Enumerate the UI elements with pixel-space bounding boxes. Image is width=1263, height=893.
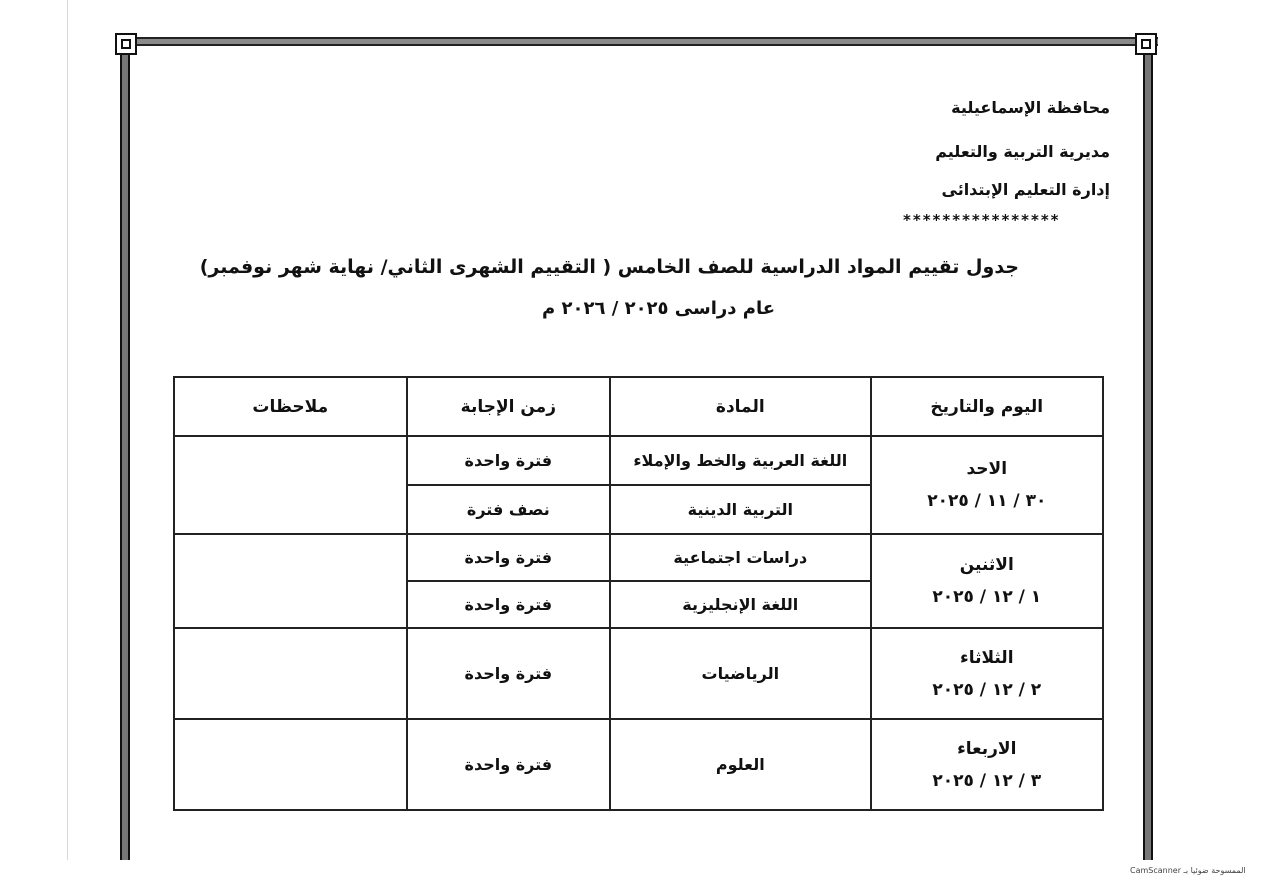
header-day-date: اليوم والتاريخ [871,377,1103,436]
day-date-cell [871,534,1103,628]
day-name: الثلاثاء [960,647,1014,668]
day-name: الاحد [966,459,1008,479]
document-title: جدول تقييم المواد الدراسية للصف الخامس ( التقييم الشهرى الثاني/ نهاية شهر نوفمبر) [199,256,1019,278]
notes-cell [174,628,407,719]
answer-time-cell: فترة واحدة [407,628,611,719]
table-row [174,534,1103,581]
notes-cell [174,534,407,628]
answer-time-cell: نصف فترة [407,485,611,534]
answer-time-cell: فترة واحدة [407,436,611,485]
header-answer-time: زمن الإجابة [407,377,611,436]
subject-cell: العلوم [610,719,870,810]
day-date-cell [871,436,1103,534]
answer-time-cell: فترة واحدة [407,719,611,810]
table-row [174,628,1103,719]
administration-label: إدارة التعليم الإبتدائى [941,180,1110,199]
subject-cell: اللغة الإنجليزية [610,581,870,628]
border-frame-left [120,40,130,860]
separator-stars: **************** [903,211,1061,229]
page-edge-shadow [67,0,68,860]
day-name: الاثنين [959,555,1014,575]
day-name: الاربعاء [957,738,1017,759]
exam-date: ٣٠ / ١١ / ٢٠٢٥ [927,491,1047,511]
border-frame-right [1143,40,1153,860]
directorate-label: مديرية التربية والتعليم [935,142,1110,161]
governorate-label: محافظة الإسماعيلية [951,98,1110,117]
exam-date: ٣ / ١٢ / ٢٠٢٥ [932,770,1042,791]
answer-time-cell: فترة واحدة [407,581,611,628]
subject-cell: اللغة العربية والخط والإملاء [610,436,870,485]
table-row [174,436,1103,485]
subject-cell: التربية الدينية [610,485,870,534]
corner-ornament-right [1135,33,1157,55]
header-subject: المادة [610,377,870,436]
scanner-watermark: الممسوحة ضوئيا بـ CamScanner [1130,866,1246,875]
table-header-row [174,377,1103,436]
header-notes: ملاحظات [174,377,407,436]
answer-time-cell: فترة واحدة [407,534,611,581]
corner-ornament-left [115,33,137,55]
exam-date: ١ / ١٢ / ٢٠٢٥ [932,587,1042,607]
academic-year: عام دراسى ٢٠٢٥ / ٢٠٢٦ م [542,298,775,319]
exam-date: ٢ / ١٢ / ٢٠٢٥ [932,679,1042,700]
exam-schedule-table [173,376,1104,811]
border-frame-top [123,37,1158,46]
table-row [174,719,1103,810]
subject-cell: الرياضيات [610,628,870,719]
notes-cell [174,436,407,534]
day-date-cell [871,719,1103,810]
subject-cell: دراسات اجتماعية [610,534,870,581]
notes-cell [174,719,407,810]
day-date-cell [871,628,1103,719]
